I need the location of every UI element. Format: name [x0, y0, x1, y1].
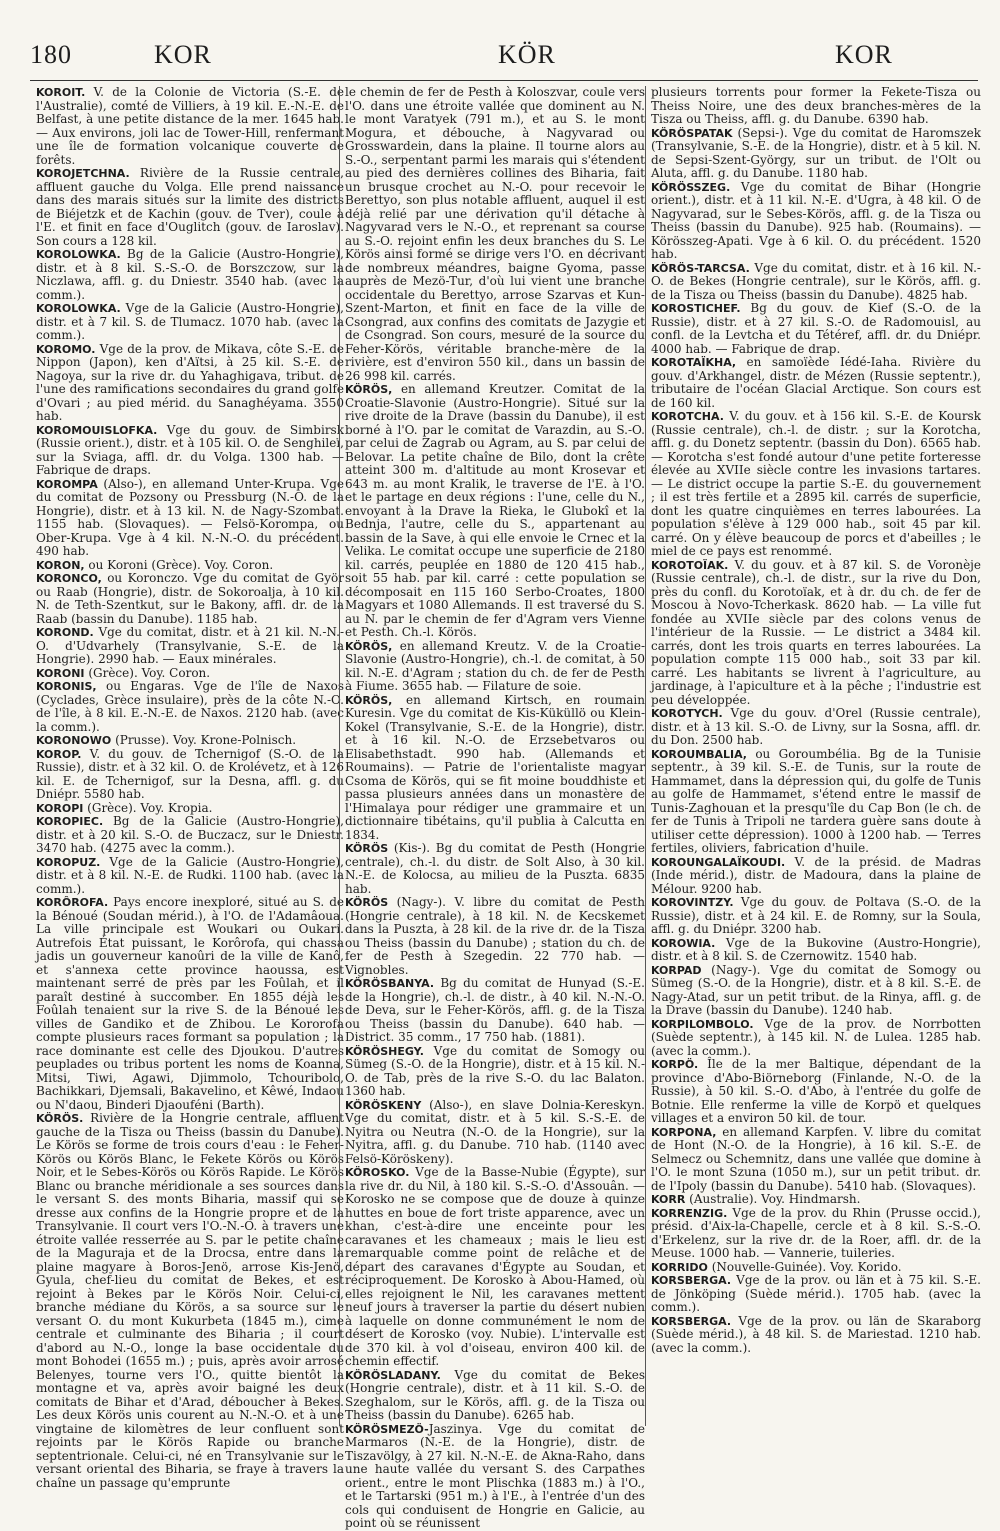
dictionary-entry — [36, 424, 344, 478]
entry-headword: KOROIT. — [36, 86, 86, 99]
entry-headword: KÖRÖSMEZÖ- — [345, 1422, 429, 1436]
entry-headword: KOROTAÏKHA, — [651, 356, 737, 369]
entry-headword: KÖROSKO. — [345, 1166, 410, 1179]
dictionary-entry — [651, 1193, 981, 1207]
dictionary-entry — [651, 559, 981, 708]
entry-text: (Kis-). Bg du comitat de Pesth (Hongrie centrale), ch.-l. du distr. de Solt Also, à 30 kil. N.-E. de Kolocsa, au milieu de la Puszta. 6835 hab. — [345, 841, 645, 896]
dictionary-entry — [36, 572, 344, 626]
dictionary-entry — [36, 815, 344, 856]
entry-headword: KORPONA, — [651, 1125, 717, 1139]
entry-headword: KOROPUZ. — [36, 855, 101, 869]
entry-text: Jaszinya. Vge du comitat de Marmaros (N.-E. de la Hongrie), distr. de Tiszavölgy, à 27 kil. N.-N.-E. de Akna-Raho, dans une haute vallée du versant S. des Carpathes orient., entre le mont Plischka (1883 m.) à l'O., et le Tartarski (951 m.) à l'E., à l'entrée d'un des cols qui conduisent de Hongrie en Galicie, au point où se réunissent — [345, 1421, 645, 1530]
entry-headword: KORPÖ. — [651, 1058, 699, 1071]
dictionary-entry — [651, 356, 981, 410]
column-left — [36, 85, 344, 1490]
dictionary-entry — [345, 977, 645, 1045]
entry-text: Vge de la Galicie (Austro-Hongrie), distr. et à 7 kil. S. de Tlumacz. 1070 hab. (avec la comm.). — [36, 301, 344, 342]
entry-headword: KORONIS, — [36, 680, 97, 693]
dictionary-entry — [36, 748, 344, 802]
column-divider-2 — [645, 86, 646, 1426]
entry-headword: KORONOWO — [36, 734, 112, 747]
entry-text: Île de la mer Baltique, dépendant de la province d'Abo-Biörneborg (Finlande, N.-O. de la Russie), à 50 kil. S.-O. d'Abo, à l'entrée du golfe de Botnie. Elle renferme la ville de Korpö et quelques villages et a environ 50 kil. de tour. — [651, 1057, 981, 1125]
entry-headword: KOROTYCH. — [651, 707, 723, 720]
dictionary-entry — [36, 680, 344, 734]
dictionary-entry — [36, 1112, 344, 1490]
entry-text: le chemin de fer de Pesth à Koloszvar, coule vers l'O. dans une étroite vallée que dominent au N. le mont Varatyek (791 m.), et au S. le mont Mogura, et débouche, à Nagyvarad ou Grosswardein, dans la plaine. Il tourne alors au S.-O., serpentant parmi les marais qui s'étendent au pied des dernières collines des Biharia, fait un brusque crochet au N.-O. pour recevoir le Berettyo, son plus notable affluent, auquel il est déjà relié par une dérivation qu'il détache à Nagyvarad vers le N.-O., et reprenant sa course au S.-O. rejoint enfin les deux branches du S. Le Körös ainsi formé se dirige vers l'O. en décrivant de nombreux méandres, baigne Gyoma, passe auprès de Mezö-Tur, d'où lui vient une branche occidentale du Berettyo, arrose Szarvas et Kun-Szent-Marton, et finit en face de la ville de Csongrad, aux confins des comitats de Jazygie et de Csongrad. Son cours, mesuré de la source du Feher-Körös, véritable branche-mère de la rivière, est d'environ 550 kil., dans un bassin de 26 998 kil. carrés. — [345, 85, 645, 383]
entry-text: Vge de la prov. ou län et à 75 kil. S.-E. de Jönköping (Suède mérid.). 1705 hab. (avec la comm.). — [651, 1273, 981, 1314]
dictionary-entry — [651, 1126, 981, 1194]
entry-text: Vge du comitat de Somogy ou Sümeg (S.-O. de la Hongrie), distr. et à 15 kil. N.-O. de Tab, près de la rive S.-O. du lac Balaton. 1360 hab. — [345, 1043, 645, 1098]
entry-text: Pays encore inexploré, situé au S. de la Bénoué (Soudan mérid.), à l'O. de l'Adamâoua. La ville principale est Woukari ou Oukari. Autrefois État puissant, le Korôrofa, qui chassa jadis un gouverneur kanoûri de la ville de Kanô, et s'annexa cette province haoussa, est maintenant serré de près par les Foûlah, et il paraît destiné à succomber. En 1855 déjà les Foûlah tenaient sur la rive S. de la Bénoué les villes de Gandiko et de Zhibou. Le Kororofa compte plusieurs races formant sa population ; la race dominante est celle des Djoukou. D'autres peuplades ou tribus portent les noms de Koanna, Mitsi, Tiwi, Agawi, Djimmolo, Tchouribolo, Bachikkari, Djemsali, Bakavelino, et Kêwé, Indaou ou N'daou, Binderi Djaouféni (Barth). — [36, 895, 344, 1112]
dictionary-entry — [345, 86, 645, 383]
entry-text: V. du gouv. et à 87 kil. S. de Voronèje (Russie centrale), ch.-l. de distr., sur la rive du Don, près du confl. du Korotoïak, et à dr. du ch. de fer de Moscou à Novo-Tcherkask. 8620 hab. — La ville fut fondée au XVIIe siècle par des colons venus de l'intérieur de la Russie. — Le district a 3484 kil. carrés, dont les trois quarts en terres labourées. La population compte 115 000 hab., soit 33 par kil. carré. Les habitants se livrent à l'agriculture, au jardinage, à l'apiculture et à la pêche ; l'industrie est peu développée. — [651, 557, 981, 707]
entry-headword: KÖRÖSPATAK — [651, 126, 733, 140]
dictionary-entry — [651, 127, 981, 181]
running-headword-right: KOR — [835, 40, 893, 69]
dictionary-entry — [36, 167, 344, 248]
entry-headword: KOROP. — [36, 747, 82, 761]
dictionary-entry — [36, 802, 344, 816]
dictionary-entry — [651, 86, 981, 127]
dictionary-entry — [651, 937, 981, 964]
dictionary-entry — [345, 694, 645, 843]
dictionary-entry — [345, 842, 645, 896]
entry-text: Vge de la prov. ou län de Skaraborg (Suède mérid.), à 48 kil. S. de Mariestad. 1210 hab. (avec la comm.). — [651, 1313, 981, 1355]
entry-text: V. de la présid. de Madras (Inde mérid.), distr. de Madoura, dans la plaine de Mélour. 9200 hab. — [651, 854, 981, 896]
header-rule — [30, 80, 978, 81]
entry-headword: KORR — [651, 1193, 686, 1206]
entry-headword: KOROPIEC. — [36, 815, 104, 828]
dictionary-entry — [36, 856, 344, 897]
entry-text: Vge du comitat de Bekes (Hongrie centrale), distr. et à 11 kil. S.-O. de Szeghalom, sur le Körös, affl. g. de la Tisza ou Theiss (bassin du Danube). 6265 hab. — [345, 1367, 645, 1422]
entry-headword: KORON, — [36, 558, 85, 572]
column-right — [651, 86, 981, 1436]
column-middle — [345, 85, 645, 1530]
dictionary-entry — [36, 667, 344, 681]
dictionary-entry — [651, 896, 981, 937]
entry-headword: KÖRÖSKENY — [345, 1098, 422, 1112]
entry-text: V. de la Colonie de Victoria (S.-E. de l'Australie), comté de Villiers, à 19 kil. E.-N.-E. de Belfast, à une petite distance de la mer. 1645 hab. — Aux environs, joli lac de Tower-Hill, renfermant une île de formation volcanique couverte de forêts. — [36, 85, 344, 167]
entry-text: V. du gouv. et à 156 kil. S.-E. de Koursk (Russie centrale), ch.-l. de distr. ; sur la Korotcha, affl. g. du Donetz septentr. (bassin du Don). 6565 hab. — Korotcha s'est fondé autour d'une petite forteresse élevée au XVIIe siècle contre les invasions tartares. — Le district occupe la partie S.-E. du gouvernement ; il est très fertile et a 2895 kil. carrés de superficie, dont les quatre cinquièmes en terres labourées. La population s'élève à 129 000 hab., soit 45 par kil. carré. On y élève beaucoup de porcs et d'abeilles ; le miel de ce pays est renommé. — [651, 409, 981, 558]
entry-text: ou Engaras. Vge de l'île de Naxos (Cyclades, Grèce insulaire), près de la côte N.-O. de l'île, à 8 kil. E.-N.-E. de Naxos. 2120 hab. (avec la comm.). — [36, 679, 344, 734]
entry-text: Rivière de la Hongrie centrale, affluent gauche de la Tisza ou Theiss (bassin du Danube). Le Körös se forme de trois cours d'eau : le Feher-Körös ou Körös Blanc, le Fekete Körös ou Körös Noir, et le Sebes-Körös ou Körös Rapide. Le Körös Blanc ou branche méridionale a ses sources dans le versant S. des monts Biharia, massif qui se dresse aux confins de la Hongrie propre et de la Transylvanie. Il court vers l'O.-N.-O. à travers une étroite vallée resserrée au S. par le petite chaîne de la Maguraja et de la Drocsa, entre dans la plaine magyare à Boros-Jenö, arrose Kis-Jenö, Gyula, chef-lieu du comitat de Bekes, et est rejoint à Bekes par le Körös Noir. Celui-ci, branche médiane du Körös, a sa source sur le versant O. du mont Kukurbeta (1845 m.), cime centrale et culminante des Biharia ; il court d'abord au N.-O., longe la base occidentale du mont Bohodei (1655 m.) ; puis, après avoir arrosé Belenyes, tourne vers l'O., quitte bientôt la montagne et va, après avoir baigné les deux comitats de Bihar et d'Arad, déboucher à Bekes. Les deux Körös unis courent au N.-N.-O. et à une vingtaine de kilomètres de leur confluent sont rejoints par le Körös Rapide ou branche septentrionale. Celui-ci, né en Transylvanie sur le versant oriental des Biharia, se fraye à travers la chaîne un passage qu'emprunte — [36, 1111, 344, 1490]
entry-text: Bg du comitat de Hunyad (S.-E. de la Hongrie), ch.-l. de distr., à 40 kil. N.-N.-O. de Deva, sur le Feher-Körös, affl. g. de la Tisza ou Theiss (bassin du Danube). 640 hab. — District. 35 comm., 17 750 hab. (1881). — [345, 976, 645, 1044]
entry-text: plusieurs torrents pour former la Fekete-Tisza ou Theiss Noire, une des deux branches-mères de la Tisza ou Theiss, affl. g. du Danube. 6390 hab. — [651, 85, 981, 126]
dictionary-entry — [651, 410, 981, 559]
dictionary-entry — [345, 1045, 645, 1099]
entry-text: Vge de la prov. du Rhin (Prusse occid.), présid. d'Aix-la-Chapelle, cercle et à 8 kil. S.-S.-O. d'Erkelenz, sur la rive dr. de la Roer, affl. dr. de la Meuse. 1000 hab. — Vannerie, tuileries. — [651, 1205, 981, 1260]
entry-headword: KORRENZIG. — [651, 1206, 728, 1220]
entry-headword: KÖRÖS — [345, 896, 389, 909]
dictionary-entry — [36, 896, 344, 1112]
entry-text: (Prusse). Voy. Krone-Polnisch. — [111, 733, 297, 747]
dictionary-entry — [651, 964, 981, 1018]
entry-text: (Grèce). Voy. Kropia. — [83, 800, 213, 815]
dictionary-entry — [651, 181, 981, 262]
entry-headword: KÖRÖS — [345, 842, 389, 855]
dictionary-entry — [36, 302, 344, 343]
entry-text: Vge du comitat, distr. et à 16 kil. N.-O. de Bekes (Hongrie centrale), sur le Körös, affl. g. de la Tisza ou Theiss (bassin du Danube). 4825 hab. — [651, 260, 981, 302]
page-number: 180 — [30, 40, 72, 69]
entry-text: Bg du gouv. de Kief (S.-O. de la Russie), distr. et à 27 kil. S.-O. de Radomouisl, au confl. de la Levtcha et du Tétéref, affl. dr. du Dniépr. 4000 hab. — Fabrique de drap. — [651, 301, 981, 356]
entry-headword: KÖRÖS-TARCSA. — [651, 261, 750, 275]
dictionary-entry — [651, 707, 981, 748]
entry-headword: KOROLOWKA. — [36, 248, 121, 261]
entry-headword: KOROTOÏAK. — [651, 558, 729, 572]
entry-headword: KOROMO. — [36, 342, 96, 356]
entry-headword: KORÔROFA. — [36, 896, 109, 909]
entry-headword: KOROWIA. — [651, 936, 716, 950]
dictionary-entry — [36, 343, 344, 424]
entry-text: en allemand Karpfen. V. libre du comitat de Hont (N.-O. de la Hongrie), à 16 kil. S.-E. de Selmecz ou Schemnitz, dans une vallée que domine à l'O. le mont Szuna (1050 m.), sur un petit tribut. dr. de l'Ipoly (bassin du Danube). 5410 hab. (Slovaques). — [651, 1124, 981, 1193]
entry-headword: KÖRÖS, — [345, 693, 393, 707]
entry-headword: KOROPI — [36, 801, 84, 815]
column-divider-1 — [339, 86, 340, 1426]
entry-text: Vge de la prov. de Mikava, côte S.-E. de Nippon (Japon), ken d'Aïtsi, à 25 kil. S.-E. de Nagoya, sur la rive dr. du Yahaghigava, tribut. de l'une des ramifications secondaires du grand golfe d'Ovari ; au pied mérid. du Sanaghéyama. 3550 hab. — [36, 341, 344, 423]
entry-text: V. du gouv. de Tchernigof (S.-O. de la Russie), distr. et à 32 kil. O. de Krolévetz, et à 126 kil. E. de Tchernigof, sur la Desna, affl. g. du Dniépr. 5580 hab. — [36, 746, 344, 801]
dictionary-entry — [651, 262, 981, 303]
dictionary-entry — [345, 383, 645, 640]
running-headword-middle: KÖR — [498, 40, 556, 69]
entry-headword: KOROUNGALAÏKOUDI. — [651, 855, 786, 869]
dictionary-entry — [651, 856, 981, 897]
entry-headword: KÖRÖSHEGY. — [345, 1044, 424, 1058]
dictionary-entry — [651, 1207, 981, 1261]
entry-headword: KOROLOWKA. — [36, 302, 121, 315]
entry-text: (Nagy-). V. libre du comitat de Pesth (Hongrie centrale), à 18 kil. N. de Kecskemet dans la Puszta, à 28 kil. de la rive dr. de la Tisza ou Theiss (bassin du Danube) ; station du ch. de fer de Pesth à Szegedin. 22 770 hab. — Vignobles. — [345, 895, 645, 977]
dictionary-entry — [651, 1058, 981, 1126]
entry-text: Rivière de la Russie centrale, affluent gauche du Volga. Elle prend naissance dans des marais situés sur la limite des districts de Biéjetzk et de Kachin (gouv. de Tver), coule à l'E. et finit en face d'Ouglitch (gouv. de Iaroslav). Son cours a 128 kil. — [36, 166, 344, 248]
dictionary-entry — [345, 1099, 645, 1167]
entry-headword: KOROSTICHEF. — [651, 302, 741, 315]
entry-text: ou Koroni (Grèce). Voy. Coron. — [84, 557, 274, 572]
dictionary-entry — [345, 1423, 645, 1531]
entry-text: Bg de la Galicie (Austro-Hongrie), distr. et à 8 kil. S.-S.-O. de Borszczow, sur la Niczlawa, affl. g. du Dniestr. 3540 hab. (avec la comm.). — [36, 247, 344, 302]
entry-text: (Also-), en allemand Unter-Krupa. Vge du comitat de Pozsony ou Pressburg (N.-O. de la Hongrie), distr. et à 13 kil. N. de Nagy-Szombat. 1155 hab. (Slovaques). — Felsö-Korompa, ou Ober-Krupa. Vge à 4 kil. N.-N.-O. du précédent. 490 hab. — [36, 476, 344, 558]
entry-text: Vge de la Basse-Nubie (Égypte), sur la rive dr. du Nil, à 180 kil. S.-S.-O. d'Assouân. — Korosko ne se compose que de douze à quinze huttes en boue de fort triste apparence, avec un khan, c'est-à-dire une enceinte pour les caravanes et les chameaux ; mais le lieu est remarquable comme point de relâche et de départ des caravanes d'Égypte au Soudan, et réciproquement. De Korosko à Abou-Hamed, où elles rejoignent le Nil, les caravanes mettent neuf jours à traverser la partie du désert nubien à laquelle on donne communément le nom de désert de Korosko (voy. Nubie). L'intervalle est de 370 kil. à vol d'oiseau, environ 400 kil. de chemin effectif. — [345, 1165, 645, 1368]
entry-headword: KORSBERGA. — [651, 1274, 732, 1287]
entry-text: en allemand Kreutz. V. de la Croatie-Slavonie (Austro-Hongrie), ch.-l. de comitat, à 50 kil. N.-E. d'Agram ; station du ch. de fer de Pesth à Fiume. 3655 hab. — Filature de soie. — [345, 638, 645, 693]
entry-text: Vge du gouv. de Simbirsk (Russie orient.), distr. et à 105 kil. O. de Senghileï, sur la Sviaga, affl. dr. du Volga. 1300 hab. — Fabrique de draps. — [36, 422, 344, 477]
entry-text: Vge de la Bukovine (Austro-Hongrie), distr. et à 8 kil. S. de Czernowitz. 1540 hab. — [651, 935, 981, 963]
dictionary-entry — [345, 1369, 645, 1423]
entry-text: ou Koronczo. Vge du comitat de Györ ou Raab (Hongrie), distr. de Sokoroalja, à 10 kil. N. de Teth-Szentkut, sur le Bakony, affl. dr. de la Raab (bassin du Danube). 1185 hab. — [36, 571, 344, 626]
entry-text: (Grèce). Voy. Coron. — [84, 665, 211, 680]
entry-text: (Nouvelle-Guinée). Voy. Korido. — [707, 1259, 902, 1274]
entry-headword: KOROMPA — [36, 477, 98, 491]
entry-headword: KORRIDO — [651, 1260, 708, 1274]
dictionary-entry — [36, 734, 344, 748]
entry-text: (Nagy-). Vge du comitat de Somogy ou Sümeg (S.-O. de la Hongrie), distr. et à 8 kil. S.-E. de Nagy-Atad, sur un petit tribut. de la Rinya, affl. g. de la Drave (bassin du Danube). 1240 hab. — [651, 962, 981, 1017]
entry-text: Vge du comitat de Bihar (Hongrie orient.), distr. et à 11 kil. N.-E. d'Ugra, à 48 kil. O de Nagyvarad, sur le Sebes-Körös, affl. g. de la Tisza ou Theiss (bassin du Danube). 925 hab. (Roumains). — Körösszeg-Apati. Vge à 6 kil. O. du précédent. 1520 hab. — [651, 179, 981, 261]
entry-text: Vge de la Galicie (Austro-Hongrie), distr. et à 8 kil. N.-E. de Rudki. 1100 hab. (avec la comm.). — [36, 854, 344, 896]
dictionary-entry — [651, 302, 981, 356]
entry-text: Vge de la prov. de Norrbotten (Suède septentr.), à 145 kil. N. de Lulea. 1285 hab. (avec la comm.). — [651, 1016, 981, 1058]
dictionary-entry — [651, 1274, 981, 1315]
dictionary-entry — [36, 478, 344, 559]
entry-headword: KÖRÖS, — [345, 639, 393, 653]
entry-headword: KOROND. — [36, 626, 94, 639]
dictionary-entry — [36, 559, 344, 573]
entry-headword: KÖRÖSSZEG. — [651, 180, 731, 194]
entry-headword: KÖRÖS. — [36, 1112, 84, 1125]
entry-headword: KÖRÖSLADANY. — [345, 1368, 441, 1382]
entry-headword: KORPAD — [651, 963, 702, 977]
entry-headword: KORPILOMBOLO. — [651, 1017, 754, 1031]
entry-text: ou Goroumbélia. Bg de la Tunisie septentr., à 39 kil. S.-E. de Tunis, sur la route de Hammamet, dans la dépression qui, du golfe de Tunis au golfe de Hammamet, s'étend entre le massif de Tunis-Zaghouan et la presqu'île du Cap Bon (le ch. de fer de Tunis à Tripoli ne tardera guère sans doute à utiliser cette dépression). 1000 à 1200 hab. — Terres fertiles, oliviers, fabrication d'huile. — [651, 746, 981, 855]
entry-headword: KOROUMBALIA, — [651, 747, 747, 761]
entry-headword: KÖRÖSBANYA. — [345, 977, 435, 990]
dictionary-entry — [36, 248, 344, 302]
entry-text: en allemand Kreutzer. Comitat de la Croatie-Slavonie (Austro-Hongrie). Situé sur la rive droite de la Drave (bassin du Danube), il est borné à l'O. par le comitat de Varazdin, au S.-O. par celui de Zagrab ou Agram, au S. par celui de Belovar. La petite chaîne de Bilo, dont la crête atteint 300 m. d'altitude au mont Krosevar et 643 m. au mont Kralik, le traverse de l'E. à l'O. et le partage en deux régions : l'une, celle du N., envoyant à la Drave la Rieka, le Glubokî et la Bednja, l'autre, celle du S., appartenant au bassin de la Save, à qui elle envoie le Crnec et la Velika. Le comitat occupe une superficie de 2180 kil. carrés, peuplée en 1880 de 120 415 hab., soit 55 hab. par kil. carré : cette population se décomposait en 115 160 Serbo-Croates, 1800 Magyars et 1080 Allemands. Il est traversé du S. au N. par le chemin de fer d'Agram vers Vienne et Pesth. Ch.-l. Körös. — [345, 382, 645, 639]
entry-text: (Australie). Voy. Hindmarsh. — [685, 1192, 861, 1206]
entry-headword: KORSBERGA. — [651, 1314, 732, 1328]
entry-text: (Sepsi-). Vge du comitat de Haromszek (Transylvanie, S.-E. de la Hongrie), distr. et à 5 kil. N. de Sepsi-Szent-György, sur un tribut. de l'Olt ou Aluta, affl. g. du Danube. 1180 hab. — [651, 125, 981, 180]
dictionary-entry — [651, 1261, 981, 1275]
entry-headword: KOROVINTZY. — [651, 896, 734, 909]
dictionary-entry — [651, 1018, 981, 1059]
entry-headword: KÖRÖS, — [345, 383, 393, 396]
entry-headword: KOROMOUISLOFKA. — [36, 423, 158, 437]
entry-text: (Also-), en slave Dolnia-Kereskyn. Vge du comitat, distr. et à 5 kil. S.-S.-E. de Nyitra ou Neutra (N.-O. de la Hongrie), sur la Nyitra, affl. g. du Danube. 710 hab. (1140 avec Felsö-Köröskeny). — [345, 1097, 645, 1166]
dictionary-entry — [345, 1166, 645, 1369]
entry-headword: KOROJETCHNA. — [36, 167, 130, 180]
entry-headword: KORONI — [36, 666, 85, 680]
dictionary-entry — [36, 86, 344, 167]
entry-text: en allemand Kirtsch, en roumain Kuresin. Vge du comitat de Kis-Küküllö ou Klein-Kokel (Transylvanie, S.-E. de la Hongrie), distr. et à 16 kil. N.-O. de Erzsebetvaros ou Elisabethstadt. 990 hab. (Allemands et Roumains). — Patrie de l'orientaliste magyar Csoma de Körös, qui se fit moine bouddhiste et passa plusieurs années dans un monastère de l'Himalaya pour rédiger une grammaire et un dictionnaire tibétains, qu'il publia à Calcutta en 1834. — [345, 692, 645, 842]
entry-text: Bg de la Galicie (Austro-Hongrie), distr. et à 20 kil. S.-O. de Buczacz, sur le Dniestr. 3470 hab. (4275 avec la comm.). — [36, 814, 344, 855]
entry-headword: KORONCO, — [36, 572, 102, 585]
dictionary-entry — [651, 1315, 981, 1356]
entry-text: en samoïède Iédé-Iaha. Rivière du gouv. d'Arkhangel, distr. de Mézen (Russie septentr.), tributaire de l'océan Glacial Arctique. Son cours est de 160 kil. — [651, 355, 981, 410]
entry-text: Vge du comitat, distr. et à 21 kil. N.-N.-O. d'Udvarhely (Transylvanie, S.-E. de la Hongrie). 2990 hab. — Eaux minérales. — [36, 625, 344, 666]
entry-text: Vge du gouv. d'Orel (Russie centrale), distr. et à 13 kil. S.-O. de Livny, sur la Sosna, affl. dr. du Don. 2500 hab. — [651, 706, 981, 747]
dictionary-entry — [345, 896, 645, 977]
dictionary-entry — [36, 626, 344, 667]
page-header — [30, 40, 978, 76]
entry-text: Vge du gouv. de Poltava (S.-O. de la Russie), distr. et à 24 kil. E. de Romny, sur la Soula, affl. g. du Dniépr. 3200 hab. — [651, 895, 981, 936]
dictionary-entry — [345, 640, 645, 694]
dictionary-entry — [651, 748, 981, 856]
running-headword-left: KOR — [154, 40, 212, 69]
entry-headword: KOROTCHA. — [651, 410, 724, 423]
